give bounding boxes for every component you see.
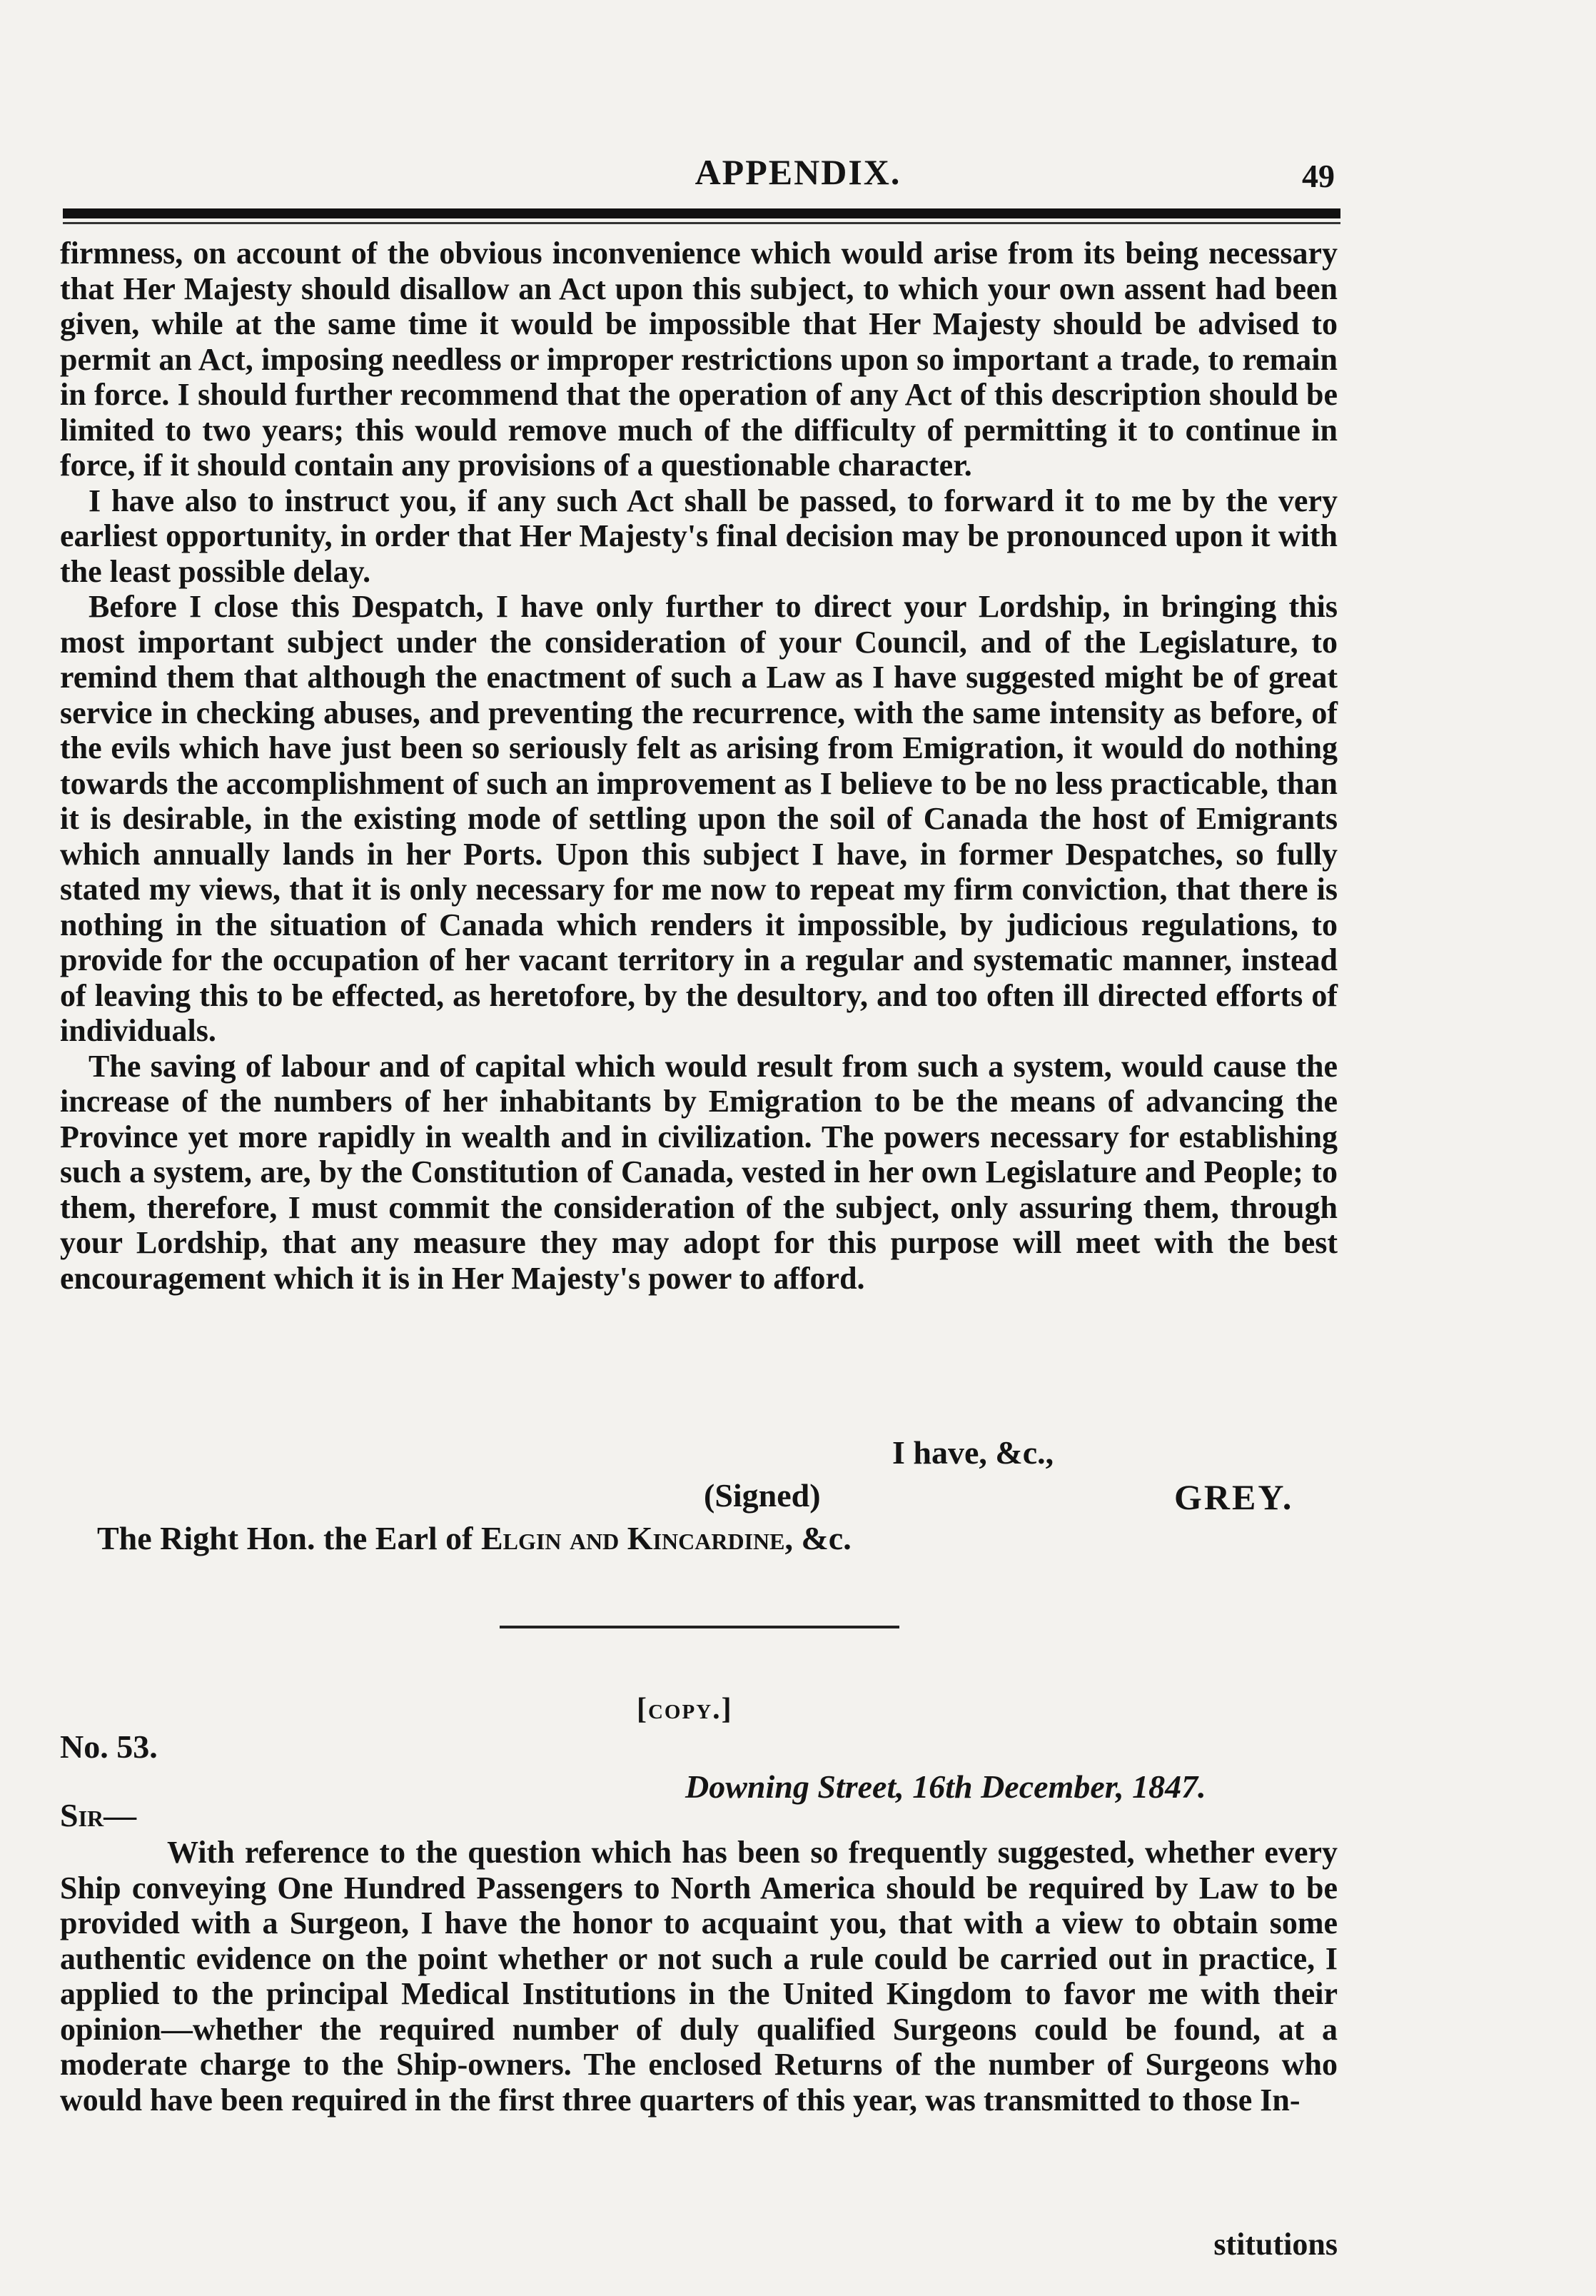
signatory: GREY. <box>1174 1477 1294 1517</box>
catchword: stitutions <box>1213 2227 1338 2262</box>
page-number: 49 <box>1302 158 1335 194</box>
addressee <box>97 1519 852 1557</box>
addressee-name: Elgin and Kincardine <box>480 1520 785 1556</box>
addressee-suffix: , &c. <box>784 1520 852 1556</box>
despatch-number: No. 53. <box>60 1728 158 1765</box>
letter2-body <box>60 1835 1338 2118</box>
letter1-paragraph: I have also to instruct you, if any such Act shall be passed, to forward it to me by the very earliest opportunity, in order that Her Majesty's final decision may be pronounced upon it with the least possible delay. <box>60 483 1338 589</box>
letter1-body <box>60 236 1338 1296</box>
signed-label: (Signed) <box>704 1477 821 1514</box>
running-title: APPENDIX. <box>695 152 901 192</box>
salutation: Sir— <box>60 1797 137 1833</box>
addressee-prefix: The Right Hon. the Earl of <box>97 1520 481 1556</box>
closing: I have, &c., <box>892 1434 1054 1471</box>
letter1-paragraph: The saving of labour and of capital which would result from such a system, would cause the increase of the numbers of her inhabitants by Emigration to be the means of advancing the Province yet more rapidly in wealth and in civilization. The powers necessary for establishing such a system, are, by the Constitution of Canada, vested in her own Legislature and People; to them, therefore, I must commit the consideration of the subject, only assuring them, through your Lordship, that any measure they may adopt for this purpose will meet with the best encouragement which it is in Her Majesty's power to afford. <box>60 1048 1338 1296</box>
copy-label: [copy.] <box>637 1693 733 1726</box>
letter1-paragraph: firmness, on account of the obvious inconvenience which would arise from its being necessary that Her Majesty should disallow an Act upon this subject, to which your own assent had been given, while at the same time it would be impossible that Her Majesty should be advised to permit an Act, imposing needless or improper restrictions upon so important a trade, to remain in force. I should further recommend that the operation of any Act of this description should be limited to two years; this would remove much of the difficulty of permitting it to continue in force, if it should contain any provisions of a questionable character. <box>60 236 1338 483</box>
letter2-paragraph: With reference to the question which has been so frequently suggested, whether every Ship conveying One Hundred Passengers to North America should be required by Law to be provided with a Surgeon, I have the honor to acquaint you, that with a view to obtain some authentic evidence on the point whether or not such a rule could be carried out in practice, I applied to the principal Medical Institutions in the United Kingdom to favor me with their opinion—whether the required number of duly qualified Surgeons could be found, at a moderate charge to the Ship-owners. The enclosed Returns of the number of Surgeons who would have been required in the first three quarters of this year, was transmitted to those In- <box>60 1835 1338 2118</box>
place-date: Downing Street, 16th December, 1847. <box>685 1768 1206 1805</box>
letter1-paragraph: Before I close this Despatch, I have only further to direct your Lordship, in bringing this most important subject under the consideration of your Council, and of the Legislature, to remind them that although the enactment of such a Law as I have suggested might be of great service in checking abuses, and preventing the recurrence, with the same intensity as before, of the evils which have just been so seriously felt as arising from Emigration, it would do nothing towards the accomplishment of such an improvement as I believe to be no less practicable, than it is desirable, in the existing mode of settling upon the soil of Canada the host of Emigrants which annually lands in her Ports. Upon this subject I have, in former Despatches, so fully stated my views, that it is only necessary for me now to repeat my firm conviction, that there is nothing in the situation of Canada which renders it impossible, by judicious regulations, to provide for the occupation of her vacant territory in a regular and systematic manner, instead of leaving this to be effected, as heretofore, by the desultory, and too often ill directed efforts of individuals. <box>60 589 1338 1048</box>
header-rule-thin <box>63 222 1340 224</box>
header-rule <box>63 208 1340 218</box>
section-separator <box>500 1626 899 1628</box>
